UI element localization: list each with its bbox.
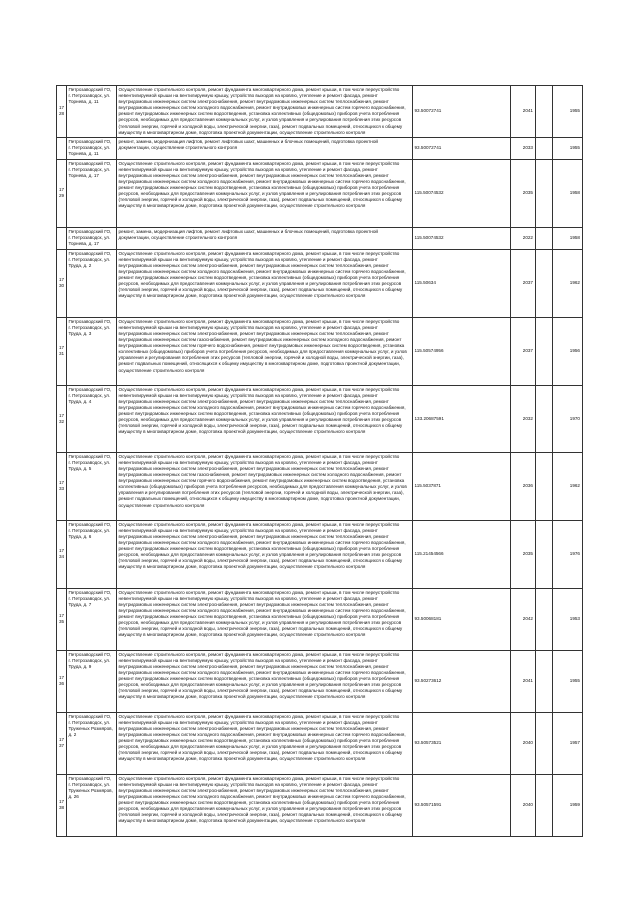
row-number-cell: 1738 <box>57 774 67 836</box>
empty-cell <box>536 137 553 159</box>
row-number-cell: 1737 <box>57 712 67 774</box>
row-number-cell: 1729 <box>57 159 67 227</box>
works-cell: Осуществление строительного контроля, ремонт фундамента многоквартирного дома, ремонт крыши, в том числе переустройство невентилируемой крыши на вентилируемую крышу, устройство выходов на кровлю, утепление и ремонт фасада, ремонт внутридомовых инженерных систем электроснабжения, ремонт внутридомовых инженерных систем теплоснабжения, ремонт внутридомовых инженерных систем газоснабжения, ремонт внутридомовых инженерных систем холодного водоснабжения, ремонт внутридомовых инженерных систем горячего водоснабжения, ремонт внутридомовых инженерных систем водоотведения, установка коллективных (общедомовых) приборов учета потребления ресурсов, необходимых для предоставления коммунальных услуг, и узлов управления и регулирования потребления этих ресурсов (тепловой энергии, горячей и холодной воды, электрической энергии, газа), ремонт подвальных помещений, относящихся к общему имуществу в многоквартирном доме, подготовка проектной документации, осуществление строительного контроля <box>117 452 413 520</box>
cadastral-code-cell: 115.50074532 <box>413 227 511 249</box>
table-row <box>57 712 583 774</box>
build-year-cell: 1962 <box>553 452 583 520</box>
row-number-cell: 1732 <box>57 385 67 452</box>
table-row <box>57 86 583 138</box>
build-year-cell: 1959 <box>553 774 583 836</box>
document-page <box>56 85 582 837</box>
cadastral-code-cell: 115.5037871 <box>413 452 511 520</box>
address-cell: Петрозаводский ГО, г. Петрозаводск, ул. Торнева, д. 11 <box>67 137 117 159</box>
table-row <box>57 385 583 452</box>
capital-repair-table <box>56 85 583 837</box>
works-cell: ремонт, замена, модернизация лифтов, ремонт лифтовых шахт, машинных и блочных помещений, подготовка проектной документации, осуществление строительного контроля <box>117 137 413 159</box>
works-cell: Осуществление строительного контроля, ремонт фундамента многоквартирного дома, ремонт крыши, в том числе переустройство невентилируемой крыши на вентилируемую крышу, устройство выходов на кровлю, утепление и ремонт фасада, ремонт внутридомовых инженерных систем электроснабжения, ремонт внутридомовых инженерных систем теплоснабжения, ремонт внутридомовых инженерных систем холодного водоснабжения, ремонт внутридомовых инженерных систем горячего водоснабжения, ремонт внутридомовых инженерных систем водоотведения, установка коллективных (общедомовых) приборов учета потребления ресурсов, необходимых для предоставления коммунальных услуг, и узлов управления и регулирования потребления этих ресурсов (тепловой энергии, горячей и холодной воды, электрической энергии, газа), ремонт подвальных помещений, относящихся к общему имуществу в многоквартирном доме, подготовка проектной документации, осуществление строительного контроля <box>117 588 413 650</box>
empty-cell <box>536 452 553 520</box>
build-year-cell: 1955 <box>553 137 583 159</box>
table-row <box>57 249 583 317</box>
build-year-cell: 1962 <box>553 249 583 317</box>
row-number-cell <box>57 227 67 249</box>
row-number-cell: 1735 <box>57 588 67 650</box>
cadastral-code-cell: 115.50634 <box>413 249 511 317</box>
empty-cell <box>536 227 553 249</box>
cadastral-code-cell: 93.50273612 <box>413 650 511 712</box>
works-cell: Осуществление строительного контроля, ремонт фундамента многоквартирного дома, ремонт крыши, в том числе переустройство невентилируемой крыши на вентилируемую крышу, устройство выходов на кровлю, утепление и ремонт фасада, ремонт внутридомовых инженерных систем электроснабжения, ремонт внутридомовых инженерных систем теплоснабжения, ремонт внутридомовых инженерных систем холодного водоснабжения, ремонт внутридомовых инженерных систем горячего водоснабжения, ремонт внутридомовых инженерных систем водоотведения, установка коллективных (общедомовых) приборов учета потребления ресурсов, необходимых для предоставления коммунальных услуг, и узлов управления и регулирования потребления этих ресурсов (тепловой энергии, горячей и холодной воды, электрической энергии, газа), ремонт подвальных помещений, относящихся к общему имуществу в многоквартирном доме, подготовка проектной документации, осуществление строительного контроля <box>117 86 413 138</box>
build-year-cell: 1958 <box>553 159 583 227</box>
repair-year-cell: 2035 <box>511 520 536 588</box>
repair-year-cell: 2040 <box>511 774 536 836</box>
repair-year-cell: 2040 <box>511 712 536 774</box>
table-row <box>57 227 583 249</box>
address-cell: Петрозаводский ГО, г. Петрозаводск, ул. Труженых Розмяров, д. 2 <box>67 712 117 774</box>
cadastral-code-cell: 93.50573521 <box>413 712 511 774</box>
build-year-cell: 1953 <box>553 588 583 650</box>
repair-year-cell: 2041 <box>511 650 536 712</box>
works-cell: Осуществление строительного контроля, ремонт фундамента многоквартирного дома, ремонт крыши, в том числе переустройство невентилируемой крыши на вентилируемую крышу, устройство выходов на кровлю, утепление и ремонт фасада, ремонт внутридомовых инженерных систем электроснабжения, ремонт внутридомовых инженерных систем теплоснабжения, ремонт внутридомовых инженерных систем холодного водоснабжения, ремонт внутридомовых инженерных систем горячего водоснабжения, ремонт внутридомовых инженерных систем водоотведения, установка коллективных (общедомовых) приборов учета потребления ресурсов, необходимых для предоставления коммунальных услуг, и узлов управления и регулирования потребления этих ресурсов (тепловой энергии, горячей и холодной воды, электрической энергии, газа), ремонт подвальных помещений, относящихся к общему имуществу в многоквартирном доме, подготовка проектной документации, осуществление строительного контроля <box>117 159 413 227</box>
works-cell: Осуществление строительного контроля, ремонт фундамента многоквартирного дома, ремонт крыши, в том числе переустройство невентилируемой крыши на вентилируемую крышу, устройство выходов на кровлю, утепление и ремонт фасада, ремонт внутридомовых инженерных систем электроснабжения, ремонт внутридомовых инженерных систем теплоснабжения, ремонт внутридомовых инженерных систем холодного водоснабжения, ремонт внутридомовых инженерных систем горячего водоснабжения, ремонт внутридомовых инженерных систем водоотведения, установка коллективных (общедомовых) приборов учета потребления ресурсов, необходимых для предоставления коммунальных услуг, и узлов управления и регулирования потребления этих ресурсов (тепловой энергии, горячей и холодной воды, электрической энергии, газа), ремонт подвальных помещений, относящихся к общему имуществу в многоквартирном доме, подготовка проектной документации, осуществление строительного контроля <box>117 774 413 836</box>
empty-cell <box>536 650 553 712</box>
cadastral-code-cell: 93.50068181 <box>413 588 511 650</box>
address-cell: Петрозаводский ГО, г. Петрозаводск, ул. Торнева, д. 17 <box>67 159 117 227</box>
row-number-cell: 1734 <box>57 520 67 588</box>
row-number-cell: 1736 <box>57 650 67 712</box>
address-cell: Петрозаводский ГО, г. Петрозаводск, ул. Торнева, д. 17 <box>67 227 117 249</box>
cadastral-code-cell: 115.50574956 <box>413 317 511 385</box>
address-cell: Петрозаводский ГО, г. Петрозаводск, ул. Труда, д. 2 <box>67 249 117 317</box>
repair-year-cell: 2022 <box>511 227 536 249</box>
address-cell: Петрозаводский ГО, г. Петрозаводск, ул. Труда, д. 6 <box>67 520 117 588</box>
repair-year-cell: 2032 <box>511 385 536 452</box>
row-number-cell: 1728 <box>57 86 67 138</box>
cadastral-code-cell: 93.50571591 <box>413 774 511 836</box>
works-cell: Осуществление строительного контроля, ремонт фундамента многоквартирного дома, ремонт крыши, в том числе переустройство невентилируемой крыши на вентилируемую крышу, устройство выходов на кровлю, утепление и ремонт фасада, ремонт внутридомовых инженерных систем электроснабжения, ремонт внутридомовых инженерных систем теплоснабжения, ремонт внутридомовых инженерных систем холодного водоснабжения, ремонт внутридомовых инженерных систем горячего водоснабжения, ремонт внутридомовых инженерных систем водоотведения, установка коллективных (общедомовых) приборов учета потребления ресурсов, необходимых для предоставления коммунальных услуг, и узлов управления и регулирования потребления этих ресурсов (тепловой энергии, горячей и холодной воды, электрической энергии, газа), ремонт подвальных помещений, относящихся к общему имуществу в многоквартирном доме, подготовка проектной документации, осуществление строительного контроля <box>117 712 413 774</box>
empty-cell <box>536 520 553 588</box>
address-cell: Петрозаводский ГО, г. Петрозаводск, ул. Труда, д. 4 <box>67 385 117 452</box>
repair-year-cell: 2036 <box>511 452 536 520</box>
address-cell: Петрозаводский ГО, г. Петрозаводск, ул. Труда, д. 9 <box>67 650 117 712</box>
build-year-cell: 1970 <box>553 385 583 452</box>
empty-cell <box>536 249 553 317</box>
row-number-cell: 1731 <box>57 317 67 385</box>
repair-year-cell: 2037 <box>511 317 536 385</box>
table-row <box>57 650 583 712</box>
address-cell: Петрозаводский ГО, г. Петрозаводск, ул. Торнева, д. 11 <box>67 86 117 138</box>
empty-cell <box>536 86 553 138</box>
empty-cell <box>536 588 553 650</box>
table-row <box>57 452 583 520</box>
works-cell: Осуществление строительного контроля, ремонт фундамента многоквартирного дома, ремонт крыши, в том числе переустройство невентилируемой крыши на вентилируемую крышу, устройство выходов на кровлю, утепление и ремонт фасада, ремонт внутридомовых инженерных систем электроснабжения, ремонт внутридомовых инженерных систем теплоснабжения, ремонт внутридомовых инженерных систем холодного водоснабжения, ремонт внутридомовых инженерных систем горячего водоснабжения, ремонт внутридомовых инженерных систем водоотведения, установка коллективных (общедомовых) приборов учета потребления ресурсов, необходимых для предоставления коммунальных услуг, и узлов управления и регулирования потребления этих ресурсов (тепловой энергии, горячей и холодной воды, электрической энергии, газа), ремонт подвальных помещений, относящихся к общему имуществу в многоквартирном доме, подготовка проектной документации, осуществление строительного контроля <box>117 385 413 452</box>
empty-cell <box>536 159 553 227</box>
address-cell: Петрозаводский ГО, г. Петрозаводск, ул. Труженых Розмяров, д. 26 <box>67 774 117 836</box>
row-number-cell: 1733 <box>57 452 67 520</box>
cadastral-code-cell: 115.50074532 <box>413 159 511 227</box>
table-row <box>57 520 583 588</box>
table-body <box>57 86 583 837</box>
empty-cell <box>536 774 553 836</box>
cadastral-code-cell: 133.20687591 <box>413 385 511 452</box>
build-year-cell: 1957 <box>553 712 583 774</box>
table-row <box>57 317 583 385</box>
row-number-cell <box>57 137 67 159</box>
repair-year-cell: 2037 <box>511 249 536 317</box>
repair-year-cell: 2042 <box>511 588 536 650</box>
address-cell: Петрозаводский ГО, г. Петрозаводск, ул. Труда, д. 3 <box>67 317 117 385</box>
cadastral-code-cell: 93.50072741 <box>413 86 511 138</box>
works-cell: Осуществление строительного контроля, ремонт фундамента многоквартирного дома, ремонт крыши, в том числе переустройство невентилируемой крыши на вентилируемую крышу, устройство выходов на кровлю, утепление и ремонт фасада, ремонт внутридомовых инженерных систем электроснабжения, ремонт внутридомовых инженерных систем теплоснабжения, ремонт внутридомовых инженерных систем холодного водоснабжения, ремонт внутридомовых инженерных систем горячего водоснабжения, ремонт внутридомовых инженерных систем водоотведения, установка коллективных (общедомовых) приборов учета потребления ресурсов, необходимых для предоставления коммунальных услуг, и узлов управления и регулирования потребления этих ресурсов (тепловой энергии, горячей и холодной воды, электрической энергии, газа), ремонт подвальных помещений, относящихся к общему имуществу в многоквартирном доме, подготовка проектной документации, осуществление строительного контроля <box>117 249 413 317</box>
empty-cell <box>536 712 553 774</box>
table-row <box>57 588 583 650</box>
cadastral-code-cell: 115.21454566 <box>413 520 511 588</box>
address-cell: Петрозаводский ГО, г. Петрозаводск, ул. Труда, д. 5 <box>67 452 117 520</box>
row-number-cell: 1730 <box>57 249 67 317</box>
empty-cell <box>536 317 553 385</box>
works-cell: Осуществление строительного контроля, ремонт фундамента многоквартирного дома, ремонт крыши, в том числе переустройство невентилируемой крыши на вентилируемую крышу, устройство выходов на кровлю, утепление и ремонт фасада, ремонт внутридомовых инженерных систем электроснабжения, ремонт внутридомовых инженерных систем теплоснабжения, ремонт внутридомовых инженерных систем холодного водоснабжения, ремонт внутридомовых инженерных систем горячего водоснабжения, ремонт внутридомовых инженерных систем водоотведения, установка коллективных (общедомовых) приборов учета потребления ресурсов, необходимых для предоставления коммунальных услуг, и узлов управления и регулирования потребления этих ресурсов (тепловой энергии, горячей и холодной воды, электрической энергии, газа), ремонт подвальных помещений, относящихся к общему имуществу в многоквартирном доме, подготовка проектной документации, осуществление строительного контроля <box>117 520 413 588</box>
table-row <box>57 774 583 836</box>
table-row <box>57 159 583 227</box>
build-year-cell: 1956 <box>553 317 583 385</box>
works-cell: Осуществление строительного контроля, ремонт фундамента многоквартирного дома, ремонт крыши, в том числе переустройство невентилируемой крыши на вентилируемую крышу, устройство выходов на кровлю, утепление и ремонт фасада, ремонт внутридомовых инженерных систем электроснабжения, ремонт внутридомовых инженерных систем теплоснабжения, ремонт внутридомовых инженерных систем газоснабжения, ремонт внутридомовых инженерных систем холодного водоснабжения, ремонт внутридомовых инженерных систем горячего водоснабжения, ремонт внутридомовых инженерных систем водоотведения, установка коллективных (общедомовых) приборов учета потребления ресурсов, необходимых для предоставления коммунальных услуг, и узлов управления и регулирования потребления этих ресурсов (тепловой энергии, горячей и холодной воды, электрической энергии, газа), ремонт подвальных помещений, относящихся к общему имуществу в многоквартирном доме, подготовка проектной документации, осуществление строительного контроля <box>117 317 413 385</box>
table-row <box>57 137 583 159</box>
repair-year-cell: 2035 <box>511 159 536 227</box>
build-year-cell: 1976 <box>553 520 583 588</box>
build-year-cell: 1955 <box>553 86 583 138</box>
works-cell: ремонт, замена, модернизация лифтов, ремонт лифтовых шахт, машинных и блочных помещений, подготовка проектной документации, осуществление строительного контроля <box>117 227 413 249</box>
repair-year-cell: 2041 <box>511 86 536 138</box>
cadastral-code-cell: 93.50072741 <box>413 137 511 159</box>
build-year-cell: 1955 <box>553 650 583 712</box>
empty-cell <box>536 385 553 452</box>
repair-year-cell: 2033 <box>511 137 536 159</box>
build-year-cell: 1958 <box>553 227 583 249</box>
address-cell: Петрозаводский ГО, г. Петрозаводск, ул. Труда, д. 7 <box>67 588 117 650</box>
works-cell: Осуществление строительного контроля, ремонт фундамента многоквартирного дома, ремонт крыши, в том числе переустройство невентилируемой крыши на вентилируемую крышу, устройство выходов на кровлю, утепление и ремонт фасада, ремонт внутридомовых инженерных систем электроснабжения, ремонт внутридомовых инженерных систем теплоснабжения, ремонт внутридомовых инженерных систем холодного водоснабжения, ремонт внутридомовых инженерных систем горячего водоснабжения, ремонт внутридомовых инженерных систем водоотведения, установка коллективных (общедомовых) приборов учета потребления ресурсов, необходимых для предоставления коммунальных услуг, и узлов управления и регулирования потребления этих ресурсов (тепловой энергии, горячей и холодной воды, электрической энергии, газа), ремонт подвальных помещений, относящихся к общему имуществу в многоквартирном доме, подготовка проектной документации, осуществление строительного контроля <box>117 650 413 712</box>
